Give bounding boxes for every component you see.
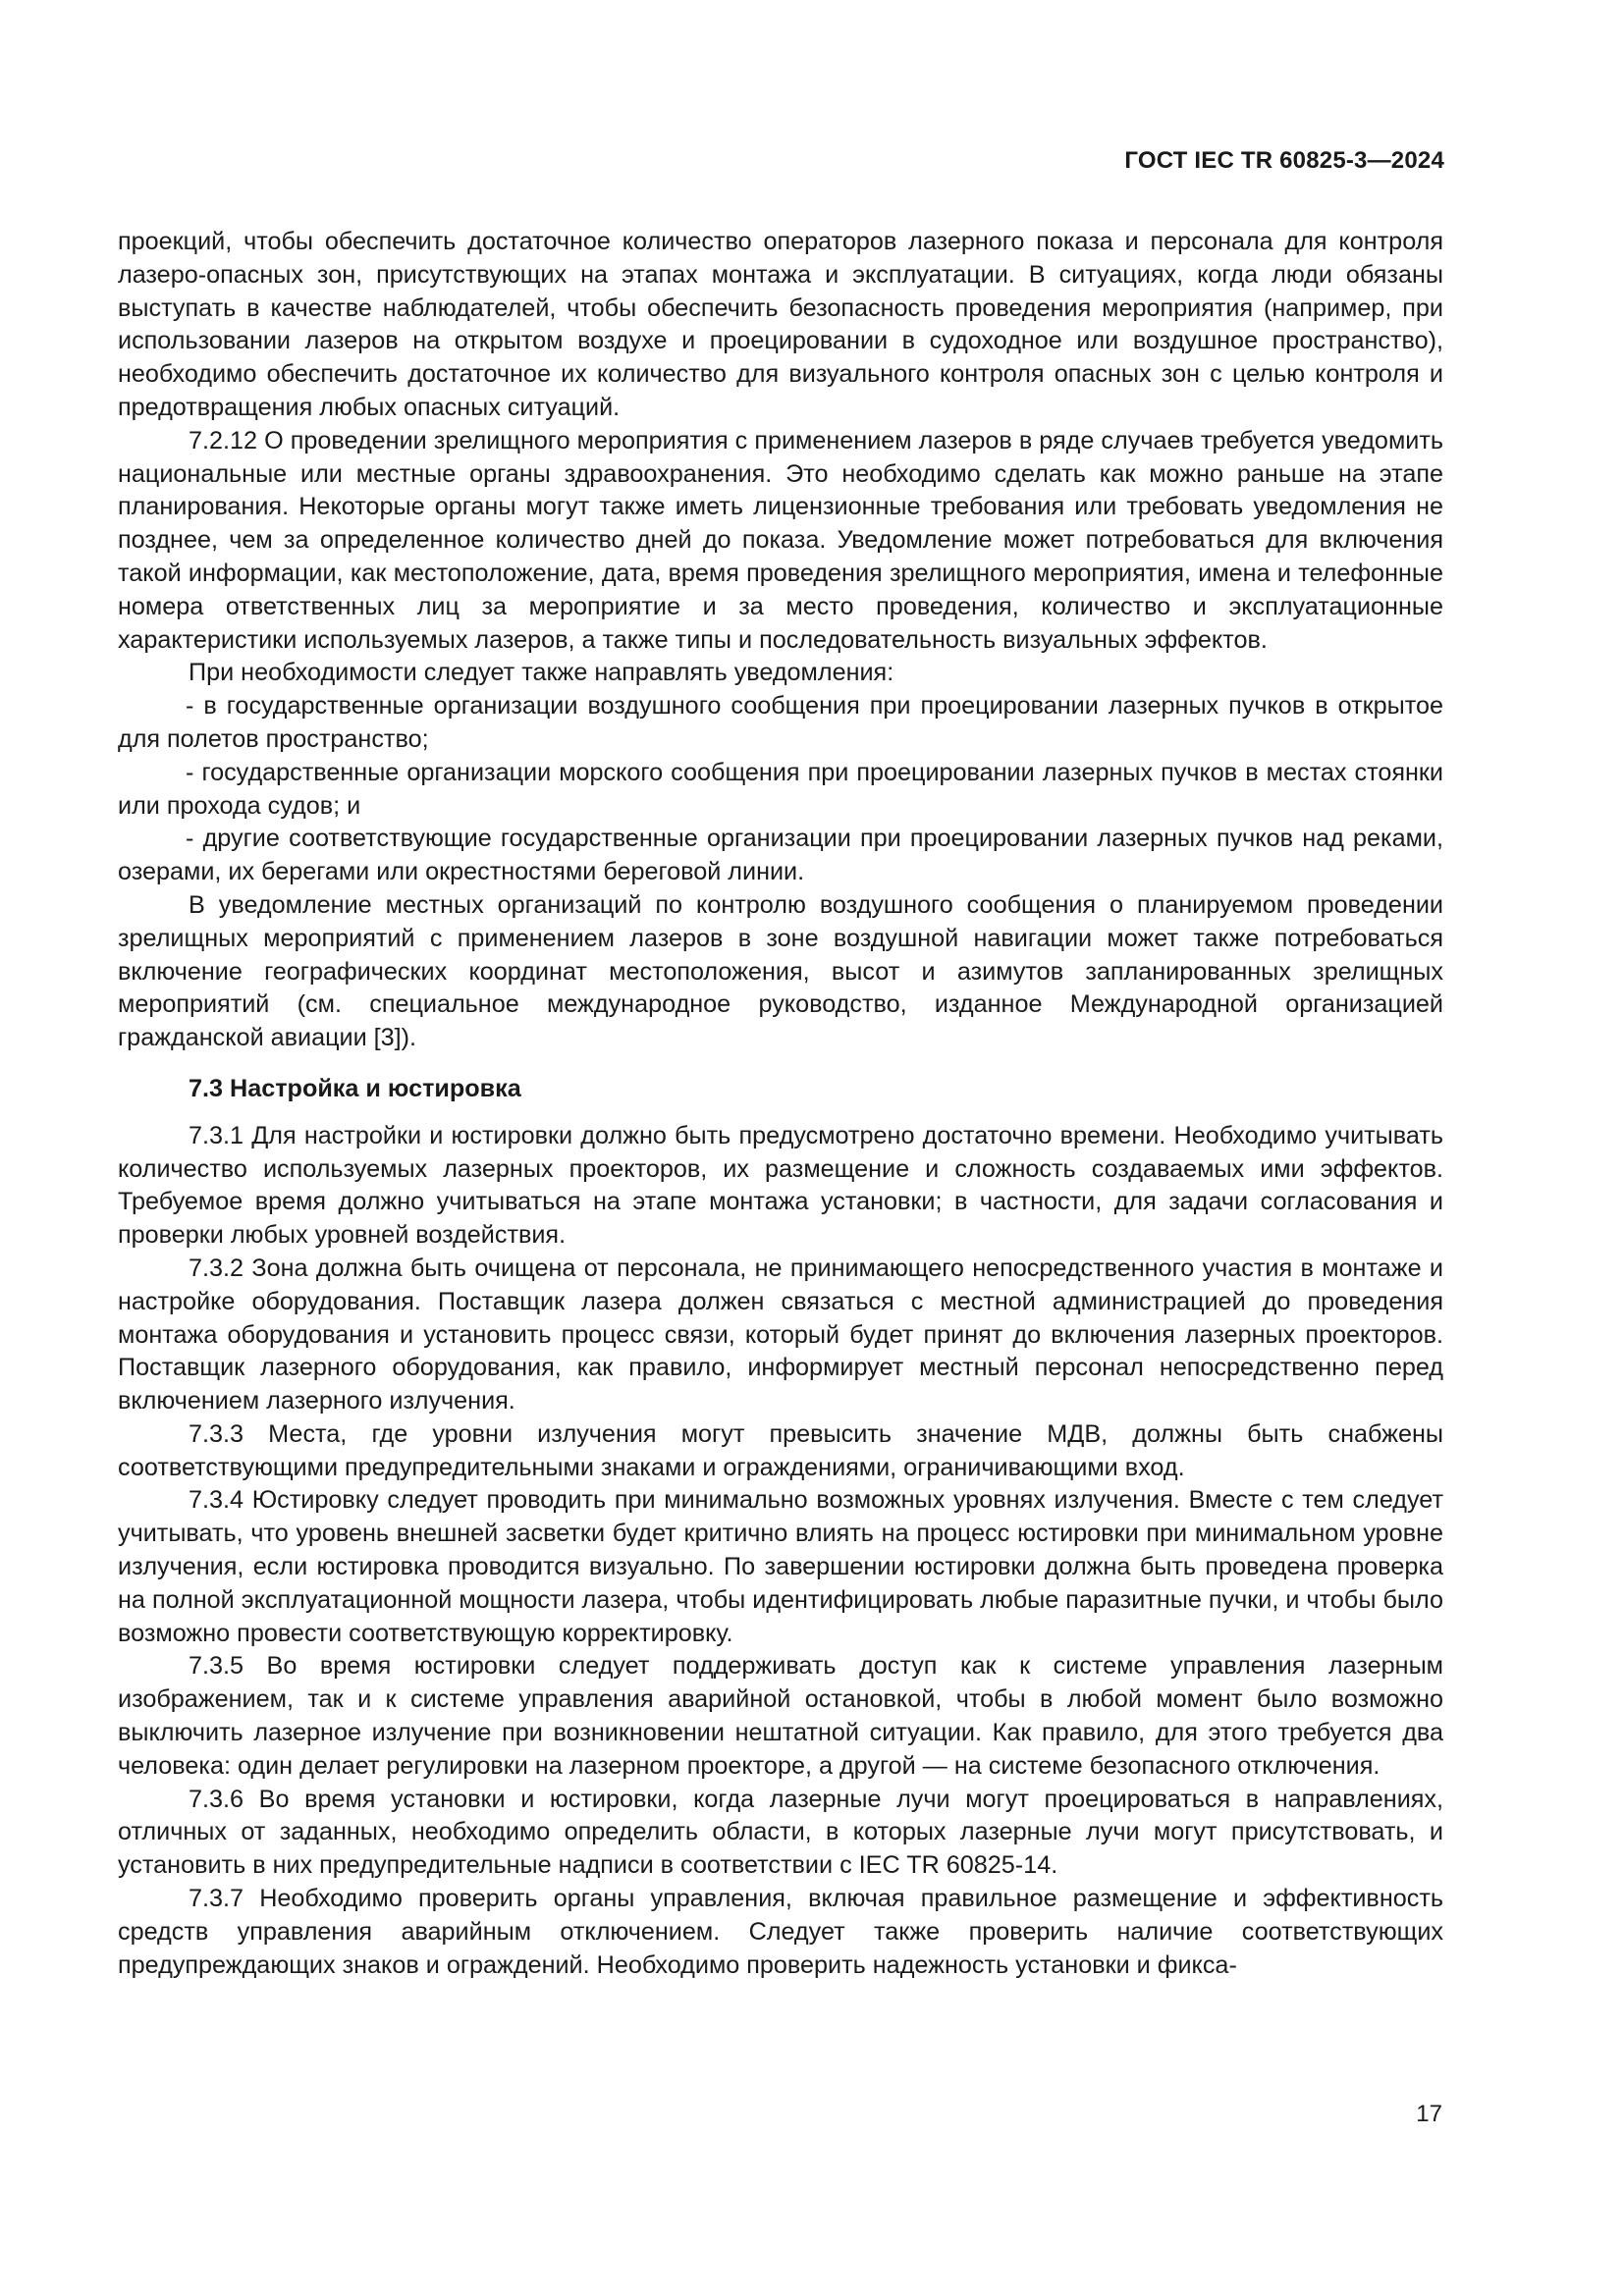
paragraph-notifications-intro: При необходимости следует также направлять уведомления: [189,659,894,687]
paragraph-continuation: проекций, чтобы обеспечить достаточное количество операторов лазерного показа и персонала для контроля лазеро-опасных зон, присутствующих на этапах монтажа и эксплуатации. В ситуациях, когда люди обязаны выступать в качестве наблюдателей, чтобы обеспечить безопасность проведения мероприятия (например, при использовании лазеров на открытом воздухе и проецировании в судоходное или воздушное пространство), необходимо обеспечить достаточное их количество для визуального контроля опасных зон с целью контроля и предотвращения любых опасных ситуаций. [118,228,1443,421]
list-item-maritime: - государственные организации морского сообщения при проецировании лазерных пучков в местах стоянки или прохода судов; и [118,758,1443,820]
page-number: 17 [1416,2101,1442,2127]
paragraph-7-3-2: 7.3.2 Зона должна быть очищена от персонала, не принимающего непосредственного участия в монтаже и настройке оборудования. Поставщик лазера должен связаться с местной администрацией до проведения монтажа оборудования и установить процесс связи, который будет принят до включения лазерных проекторов. Поставщик лазерного оборудования, как правило, информирует местный персонал непосредственно перед включением лазерного излучения. [118,1254,1443,1415]
document-body [118,226,1443,1982]
paragraph-7-3-5: 7.3.5 Во время юстировки следует поддерживать доступ как к системе управления лазерным изображением, так и к системе управления аварийной остановкой, чтобы в любой момент было возможно выключить лазерное излучение при возникновении нештатной ситуации. Как правило, для этого требуется два человека: один делает регулировки на лазерном проекторе, а другой — на системе безопасного отключения. [118,1652,1443,1780]
paragraph-7-3-6: 7.3.6 Во время установки и юстировки, когда лазерные лучи могут проецироваться в направлениях, отличных от заданных, необходимо определить области, в которых лазерные лучи могут присутствовать, и установить в них предупредительные надписи в соответствии с IEC TR 60825-14. [118,1785,1443,1880]
paragraph-7-3-3: 7.3.3 Места, где уровни излучения могут превысить значение МДВ, должны быть снабжены соответствующими предупредительными знаками и ограждениями, ограничивающими вход. [118,1419,1443,1481]
list-item-other-organizations: - другие соответствующие государственные организации при проецировании лазерных пучков над реками, озерами, их берегами или окрестностями береговой линии. [118,825,1443,886]
document-header: ГОСТ IEC TR 60825-3—2024 [1124,147,1444,174]
paragraph-7-3-7: 7.3.7 Необходимо проверить органы управления, включая правильное размещение и эффективность средств управления аварийным отключением. Следует также проверить наличие соответствующих предупреждающих знаков и ограждений. Необходимо проверить надежность установки и фикса- [118,1885,1443,1979]
paragraph-7-3-1: 7.3.1 Для настройки и юстировки должно быть предусмотрено достаточно времени. Необходимо учитывать количество используемых лазерных проекторов, их размещение и сложность создаваемых ими эффектов. Требуемое время должно учитываться на этапе монтажа установки; в частности, для задачи согласования и проверки любых уровней воздействия. [118,1121,1443,1250]
section-heading-7-3: 7.3 Настройка и юстировка [189,1074,521,1102]
list-item-air-traffic: - в государственные организации воздушного сообщения при проецировании лазерных пучков в открытое для полетов пространство; [118,692,1443,753]
paragraph-air-navigation: В уведомление местных организаций по контролю воздушного сообщения о планируемом проведении зрелищных мероприятий с применением лазеров в зоне воздушной навигации может также потребоваться включение географических координат местоположения, высот и азимутов запланированных зрелищных мероприятий (см. специальное международное руководство, изданное Международной организацией гражданской авиации [3]). [118,890,1443,1052]
paragraph-7-3-4: 7.3.4 Юстировку следует проводить при минимально возможных уровнях излучения. Вместе с тем следует учитывать, что уровень внешней засветки будет критично влиять на процесс юстировки при минимальном уровне излучения, если юстировка проводится визуально. По завершении юстировки должна быть проведена проверка на полной эксплуатационной мощности лазера, чтобы идентифицировать любые паразитные пучки, и чтобы было возможно провести соответствующую корректировку. [118,1486,1443,1647]
paragraph-7-2-12: 7.2.12 О проведении зрелищного мероприятия с применением лазеров в ряде случаев требуется уведомить национальные или местные органы здравоохранения. Это необходимо сделать как можно раньше на этапе планирования. Некоторые органы могут также иметь лицензионные требования или требовать уведомления не позднее, чем за определенное количество дней до показа. Уведомление может потребоваться для включения такой информации, как местоположение, дата, время проведения зрелищного мероприятия, имена и телефонные номера ответственных лиц за мероприятие и за место проведения, количество и эксплуатационные характеристики используемых лазеров, а также типы и последовательность визуальных эффектов. [118,426,1443,654]
